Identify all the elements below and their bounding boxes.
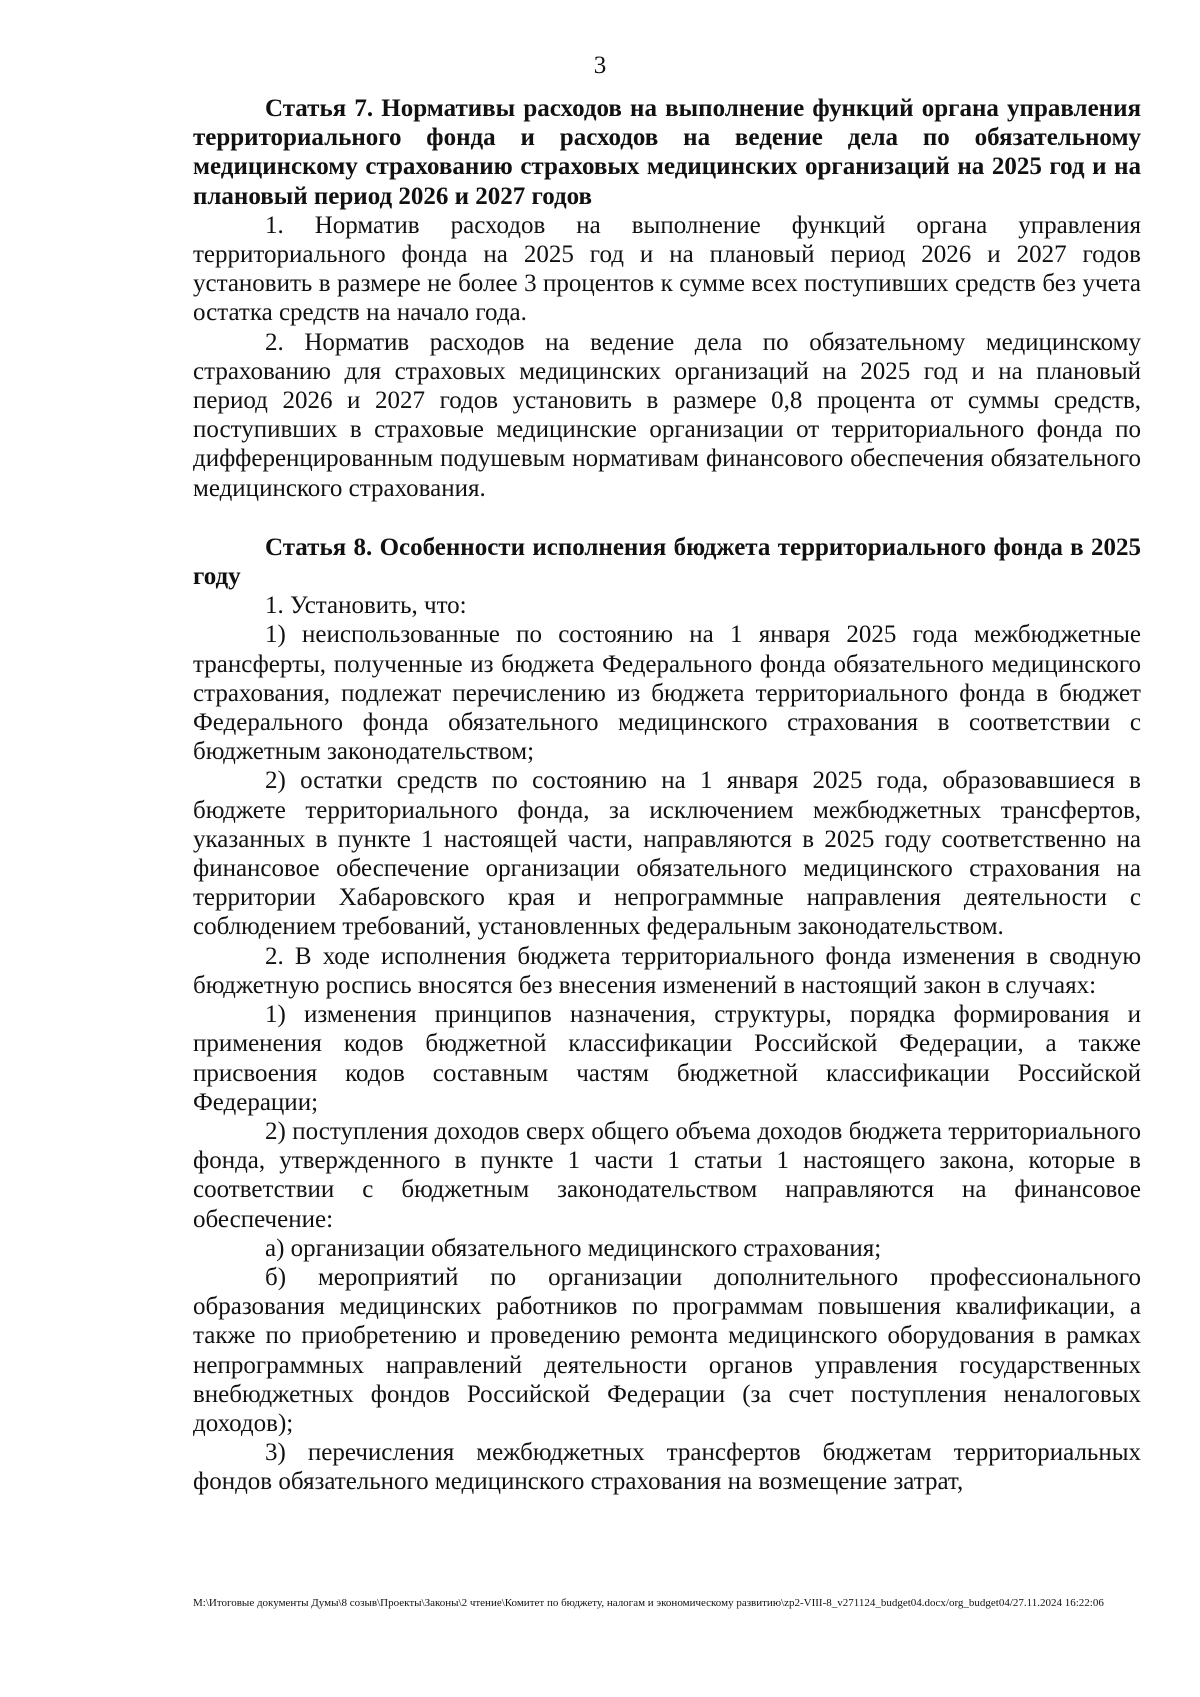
- article-8-paragraph: 2) поступления доходов сверх общего объема доходов бюджета территориального фонда, утвержденного в пункте 1 части 1 статьи 1 настоящего закона, которые в соответствии с бюджетным законодательством направляются на финансовое обеспечение:: [193, 1117, 1141, 1233]
- document-body: [193, 94, 1141, 1497]
- article-8-paragraph: 2. В ходе исполнения бюджета территориального фонда изменения в сводную бюджетную роспись вносятся без внесения изменений в настоящий закон в случаях:: [193, 942, 1141, 999]
- article-8-paragraph: а) организации обязательного медицинского страхования;: [265, 1234, 882, 1262]
- article-7-paragraph: 1. Норматив расходов на выполнение функций органа управления территориального фонда на 2025 год и на плановый период 2026 и 2027 годов установить в размере не более 3 процентов к сумме всех поступивших средств без учета остатка средств на начало года.: [193, 211, 1141, 327]
- article-7-heading: Статья 7. Нормативы расходов на выполнение функций органа управления территориального фонда и расходов на ведение дела по обязательному медицинскому страхованию страховых медицинских организаций на 2025 год и на плановый период 2026 и 2027 годов: [193, 95, 1141, 210]
- article-8-paragraph: 1) неиспользованные по состоянию на 1 января 2025 года межбюджетные трансферты, полученные из бюджета Федерального фонда обязательного медицинского страхования, подлежат перечислению из бюджета территориального фонда в бюджет Федерального фонда обязательного медицинского страхования в соответствии с бюджетным законодательством;: [193, 621, 1141, 766]
- article-7-paragraph: 2. Норматив расходов на ведение дела по обязательному медицинскому страхованию для страховых медицинских организаций на 2025 год и на плановый период 2026 и 2027 годов установить в размере 0,8 процента от суммы средств, поступивших в страховые медицинские организации от территориального фонда по дифференцированным подушевым нормативам финансового обеспечения обязательного медицинского страхования.: [193, 328, 1141, 502]
- page-number: 3: [593, 52, 607, 79]
- article-8-paragraph: 3) перечисления межбюджетных трансфертов бюджетам территориальных фондов обязательного медицинского страхования на возмещение затрат,: [193, 1439, 1141, 1496]
- article-8-paragraph: 1) изменения принципов назначения, структуры, порядка формирования и применения кодов бюджетной классификации Российской Федерации, а также присвоения кодов составным частям бюджетной классификации Российской Федерации;: [193, 1001, 1141, 1116]
- article-8-heading: Статья 8. Особенности исполнения бюджета территориального фонда в 2025 году: [193, 533, 1141, 591]
- article-8-paragraph: 2) остатки средств по состоянию на 1 января 2025 года, образовавшиеся в бюджете территориального фонда, за исключением межбюджетных трансфертов, указанных в пункте 1 настоящей части, направляются в 2025 году соответственно на финансовое обеспечение организации обязательного медицинского страхования на территории Хабаровского края и непрограммные направления деятельности с соблюдением требований, установленных федеральным законодательством.: [193, 767, 1141, 941]
- article-8-paragraph: 1. Установить, что:: [265, 592, 467, 620]
- footer-file-path: M:\Итоговые документы Думы\8 созыв\Проекты\Законы\2 чтение\Комитет по бюджету, налогам и экономическому развитию\zp2-VIII-8_v271124_budget04.docx/org_budget04/27.11.2024 16:22:06: [193, 1597, 1104, 1609]
- article-8-paragraph: б) мероприятий по организации дополнительного профессионального образования медицинских работников по программам повышения квалификации, а также по приобретению и проведению ремонта медицинского оборудования в рамках непрограммных направлений деятельности органов управления государственных внебюджетных фондов Российской Федерации (за счет поступления неналоговых доходов);: [193, 1263, 1141, 1437]
